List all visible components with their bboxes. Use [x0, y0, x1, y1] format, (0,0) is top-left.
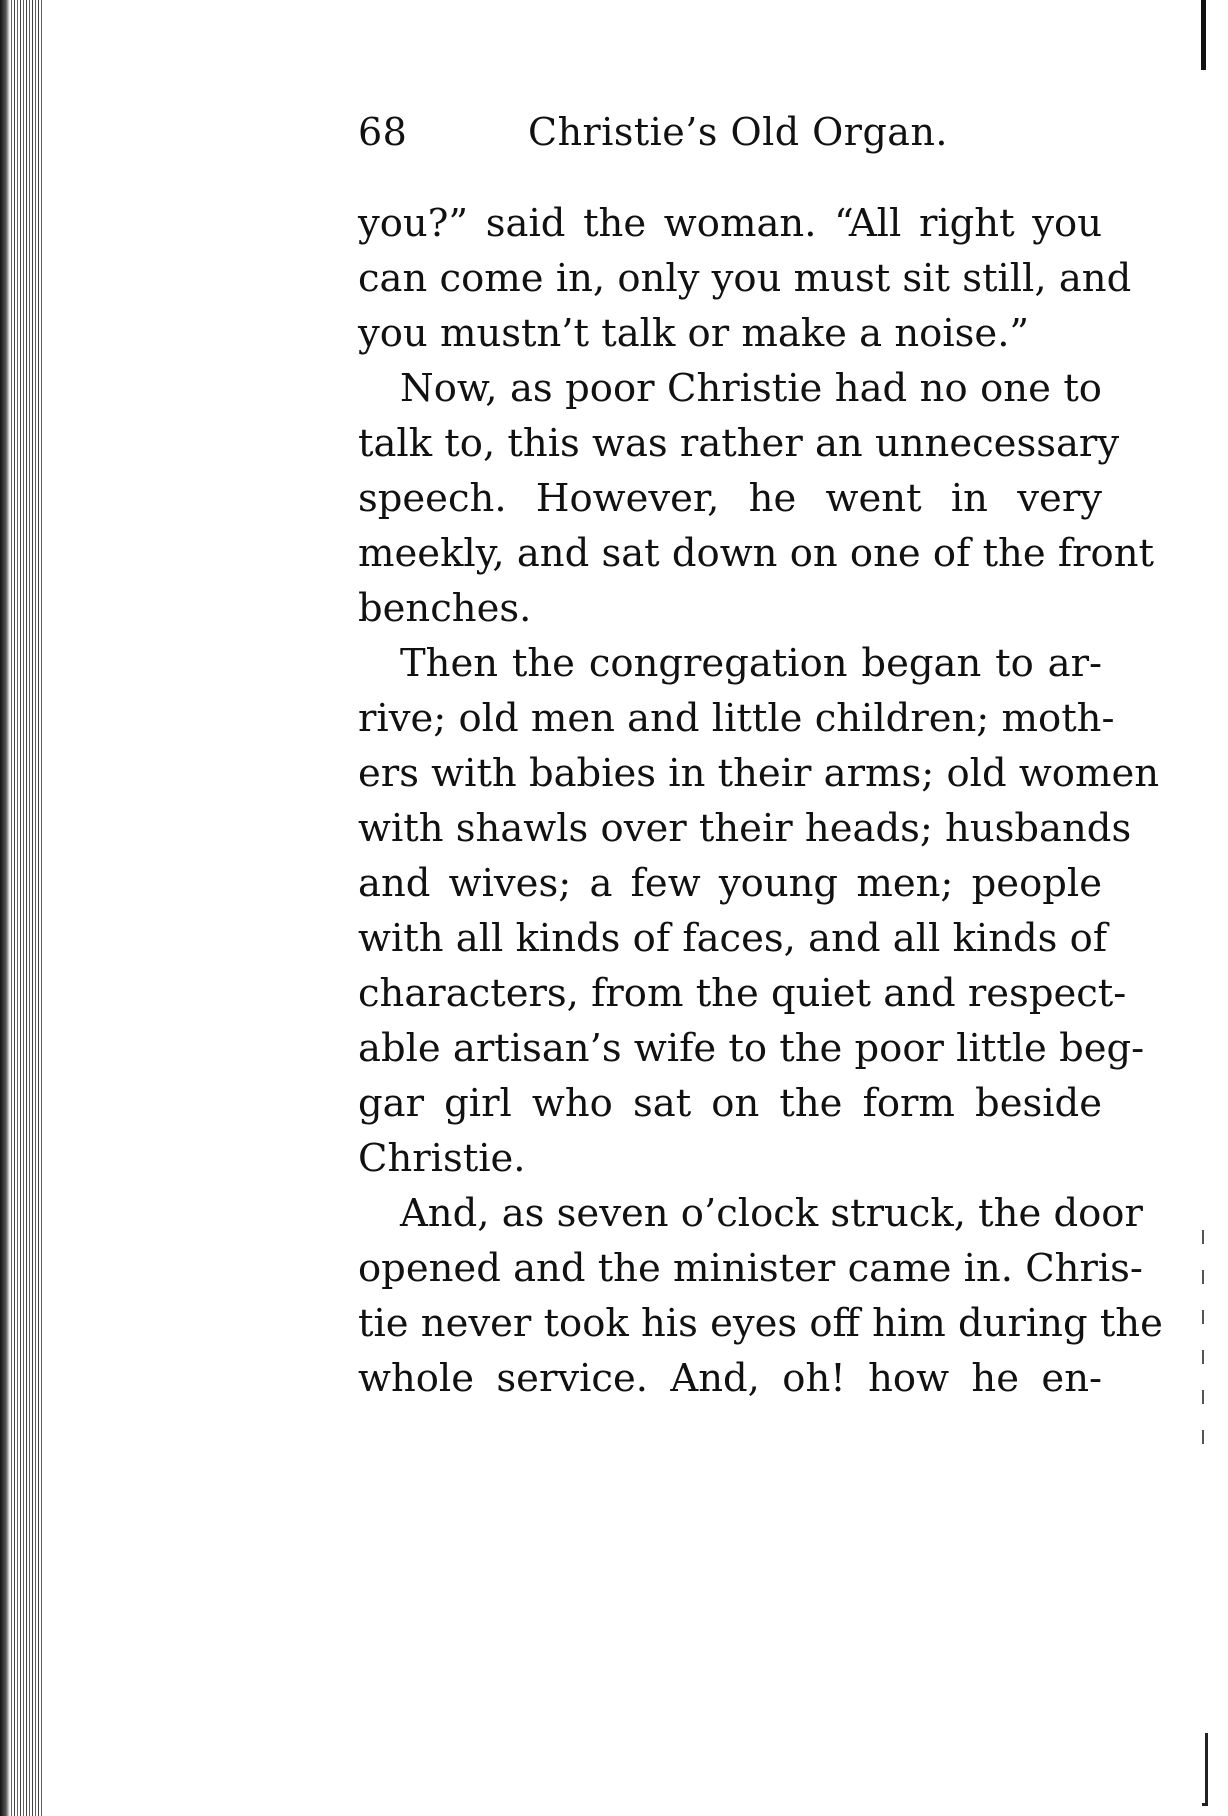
- text-line: and wives; a few young men; people: [358, 861, 1102, 906]
- text-line: you?” said the woman. “All right you: [358, 201, 1102, 246]
- text-line: ers with babies in their arms; old women: [358, 751, 1160, 796]
- paragraph-1: [358, 196, 1132, 361]
- text-line: Now, as poor Christie had no one to: [400, 366, 1102, 411]
- text-line: tie never took his eyes off him during the: [358, 1301, 1163, 1346]
- text-line: can come in, only you must sit still, and: [358, 256, 1132, 301]
- text-line: able artisan’s wife to the poor little beg-: [358, 1026, 1145, 1071]
- text-line: talk to, this was rather an unnecessary: [358, 421, 1120, 466]
- text-line: speech. However, he went in very: [358, 476, 1102, 521]
- text-line: characters, from the quiet and respect-: [358, 971, 1127, 1016]
- paragraph-2: [358, 361, 1154, 636]
- text-line: with all kinds of faces, and all kinds of: [358, 916, 1108, 961]
- text-line: meekly, and sat down on one of the front: [358, 531, 1154, 576]
- text-line: rive; old men and little children; moth-: [358, 696, 1115, 741]
- text-line: And, as seven o’clock struck, the door: [400, 1191, 1143, 1236]
- paragraph-4: [358, 1186, 1163, 1406]
- scan-edge-dots: [1202, 1230, 1204, 1460]
- binding-shadow: [0, 0, 10, 1816]
- text-line: benches.: [358, 586, 532, 631]
- text-line: gar girl who sat on the form beside: [358, 1081, 1102, 1126]
- page-number: 68: [358, 110, 408, 154]
- text-line: Christie.: [358, 1136, 526, 1181]
- scan-edge-mark-top: [1201, 0, 1206, 70]
- text-line: opened and the minister came in. Chris-: [358, 1246, 1143, 1291]
- text-line: with shawls over their heads; husbands: [358, 806, 1132, 851]
- page-header: [358, 110, 1102, 154]
- text-line: whole service. And, oh! how he en-: [358, 1356, 1102, 1401]
- running-title: Christie’s Old Organ.: [528, 110, 949, 154]
- book-page: [358, 110, 1163, 1406]
- text-line: Then the congregation began to ar-: [400, 641, 1102, 686]
- body-text: [358, 196, 1163, 1406]
- scan-edge-mark-bottom: [1202, 1733, 1208, 1806]
- paragraph-3: [358, 636, 1160, 1186]
- text-line: you mustn’t talk or make a noise.”: [358, 311, 1030, 356]
